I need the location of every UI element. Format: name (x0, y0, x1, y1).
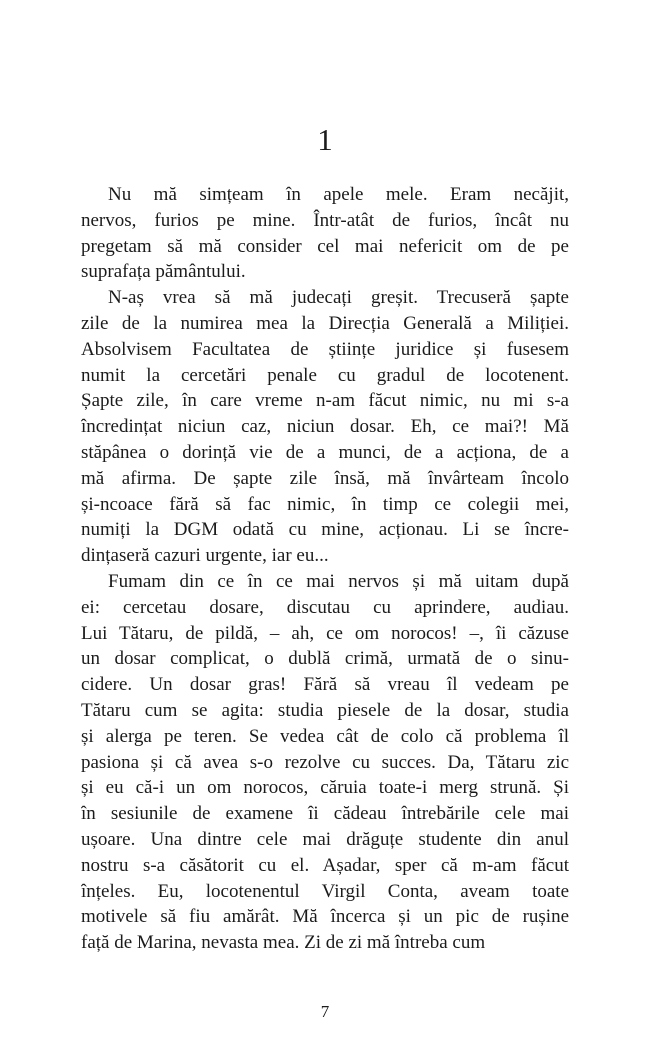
paragraph (81, 182, 569, 285)
text-line: pasiona și că avea s-o rezolve cu succes. Da, Tătaru zic (81, 751, 569, 773)
text-line: cidere. Un dosar gras! Fără să vreau îl vedeam pe (81, 674, 569, 696)
paragraph (81, 285, 569, 569)
chapter-number: 1 (317, 122, 333, 157)
text-line: Șapte zile, în care vreme n-am făcut nimic, nu mi s-a (81, 390, 569, 412)
text-line: stăpânea o dorință vie de a munci, de a acționa, de a (81, 441, 569, 463)
text-line: dințaseră cazuri urgente, iar eu... (81, 545, 329, 567)
text-line: mă afirma. De șapte zile însă, mă învârteam încolo (81, 467, 569, 489)
text-line: înțeles. Eu, locotenentul Virgil Conta, aveam toate (81, 880, 569, 902)
text-line: în sesiunile de examene îi cădeau întrebările cele mai (81, 803, 569, 825)
text-line: numiți la DGM odată cu mine, acționau. Li se încre- (81, 519, 569, 541)
text-line: și eu că-i un om norocos, căruia toate-i merg strună. Și (81, 777, 569, 799)
text-line: nervos, furios pe mine. Într-atât de furios, încât nu (81, 209, 569, 231)
text-line: N-aș vrea să mă judecați greșit. Trecuseră șapte (108, 287, 569, 309)
text-line: și alerga pe teren. Se vedea cât de colo că problema îl (81, 725, 569, 747)
text-line: ușoare. Una dintre cele mai drăguțe studente din anul (81, 828, 569, 850)
text-line: un dosar complicat, o dublă crimă, urmată de o sinu- (81, 648, 569, 670)
text-line: Absolvisem Facultatea de științe juridice și fusesem (81, 338, 569, 360)
page-number-footer: 7 (320, 1002, 330, 1021)
text-line: Tătaru cum se agita: studia piesele de la dosar, studia (81, 699, 569, 721)
text-line: față de Marina, nevasta mea. Zi de zi mă întreba cum (81, 932, 486, 954)
text-line: încredințat niciun caz, niciun dosar. Eh, ce mai?! Mă (81, 416, 569, 438)
text-line: ei: cercetau dosare, discutau cu aprindere, audiau. (81, 596, 569, 618)
body-text (81, 182, 569, 956)
text-line: numit la cercetări penale cu gradul de locotenent. (81, 364, 569, 386)
text-line: motivele să fiu amărât. Mă încerca și un pic de rușine (81, 906, 569, 928)
text-line: pregetam să mă consider cel mai nefericit om de pe (81, 235, 569, 257)
text-line: suprafața pământului. (81, 261, 246, 283)
text-line: zile de la numirea mea la Direcția Generală a Miliției. (81, 312, 569, 334)
text-line: nostru s-a căsătorit cu el. Așadar, sper că m-am făcut (81, 854, 569, 876)
text-line: și-ncoace fără să fac nimic, în timp ce colegii mei, (81, 493, 569, 515)
text-line: Lui Tătaru, de pildă, – ah, ce om norocos! –, îi căzuse (81, 622, 569, 644)
text-line: Fumam din ce în ce mai nervos și mă uitam după (108, 570, 569, 592)
text-line: Nu mă simțeam în apele mele. Eram necăjit, (108, 184, 569, 205)
paragraph (81, 569, 569, 956)
